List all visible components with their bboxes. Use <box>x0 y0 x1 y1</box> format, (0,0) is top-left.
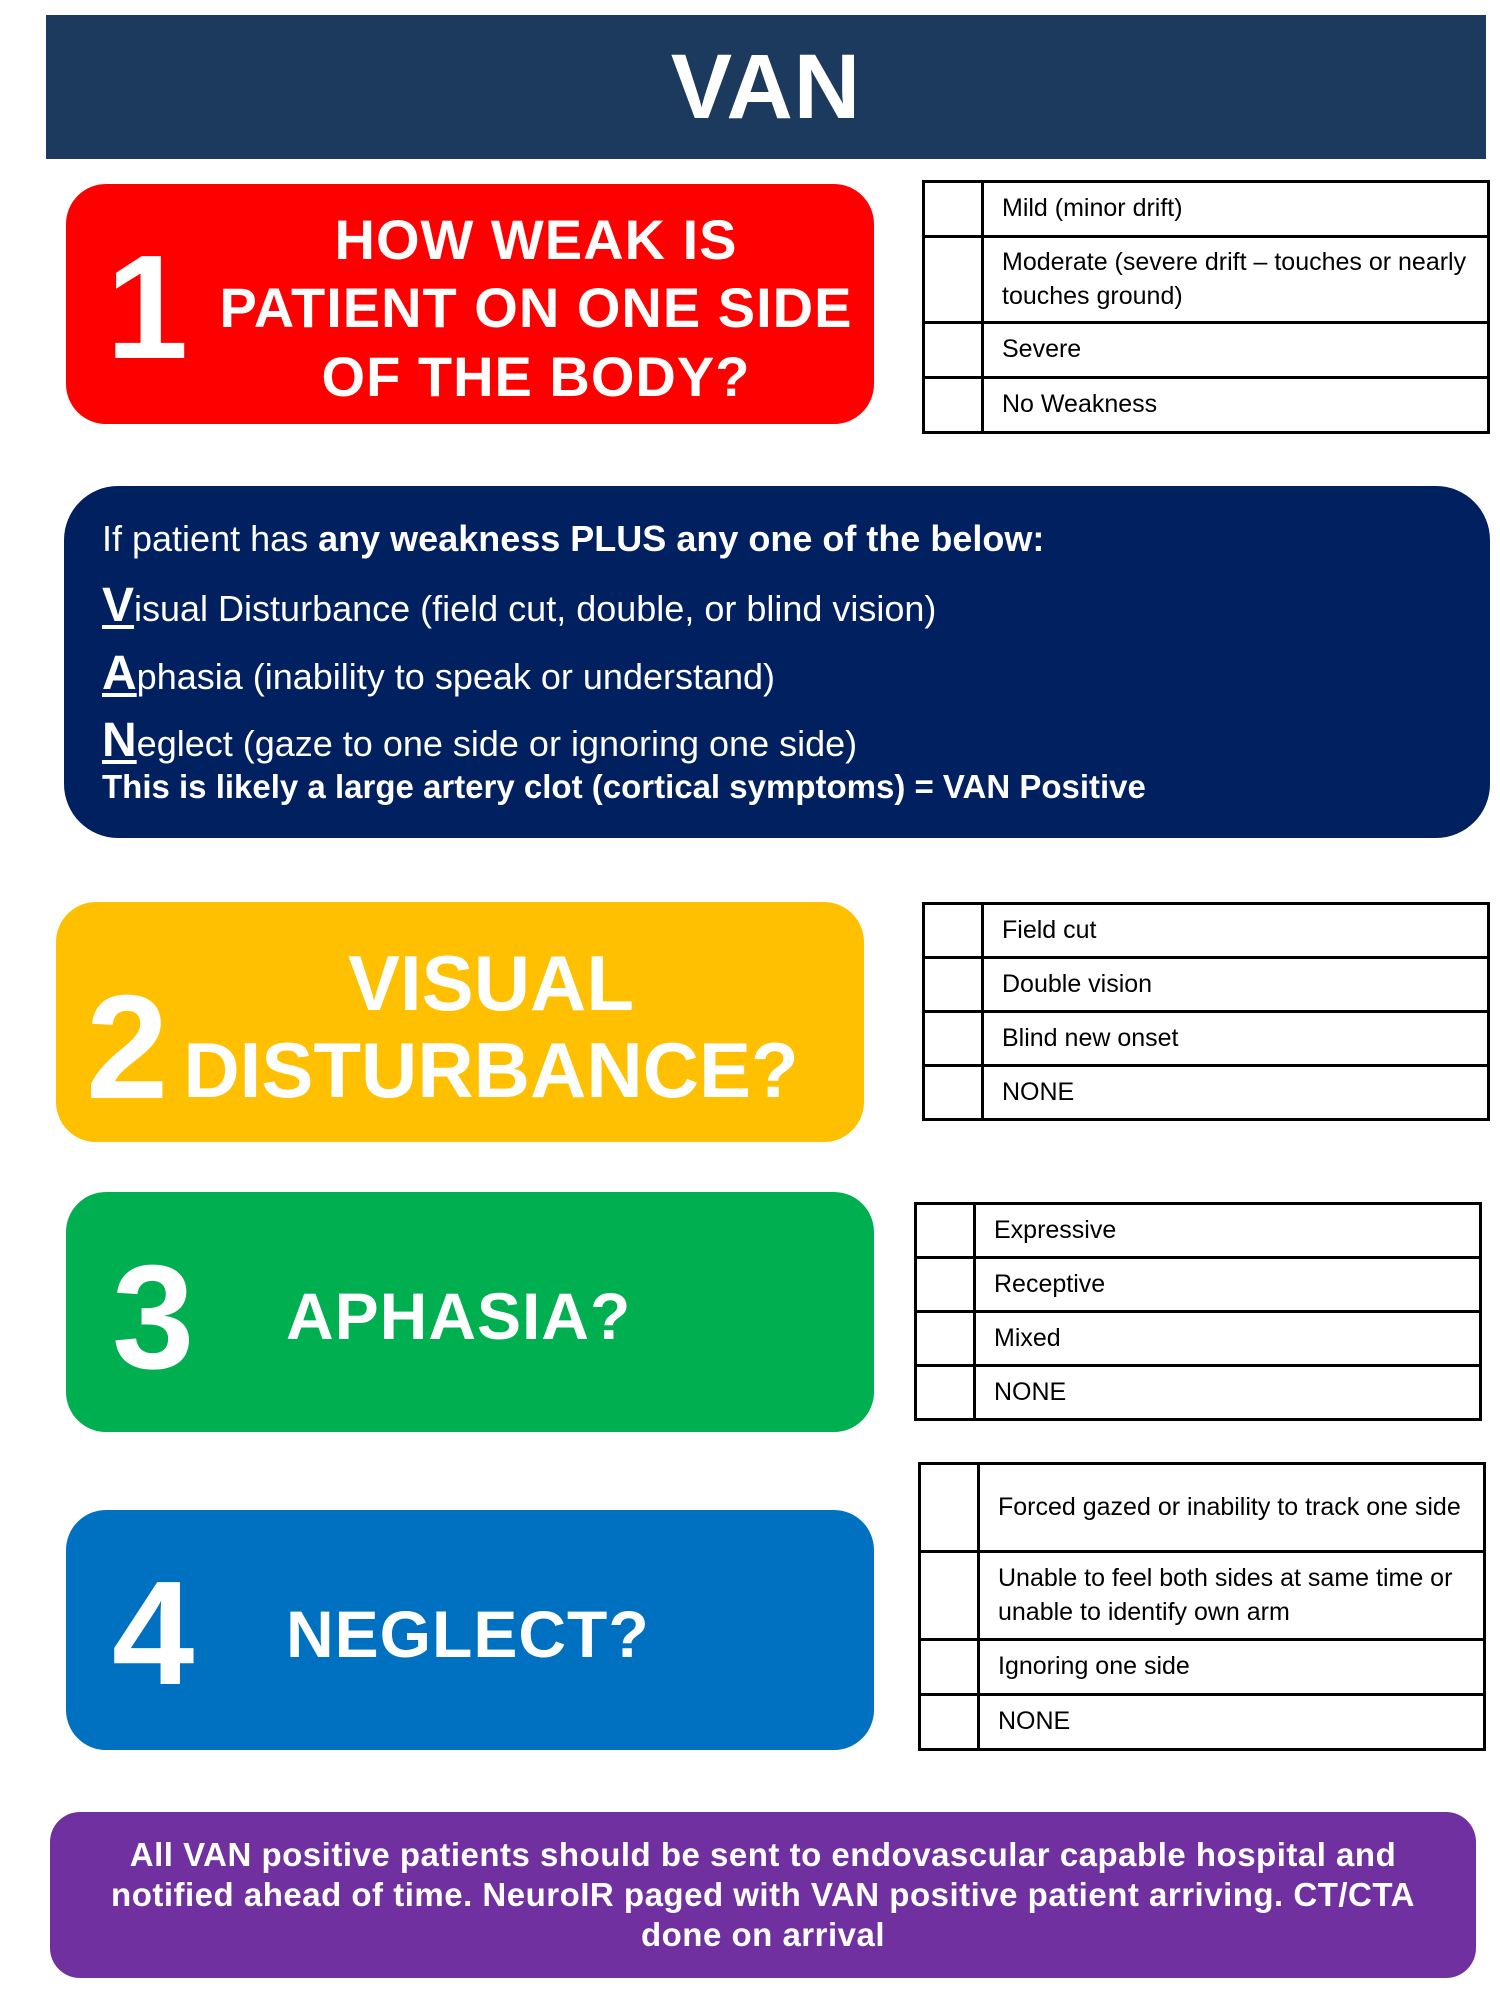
option-label: Receptive <box>994 1269 1106 1298</box>
criteria-aphasia-text: phasia (inability to speak or understand) <box>136 656 776 697</box>
option-row[interactable] <box>917 1367 1479 1418</box>
option-row[interactable] <box>925 183 1487 238</box>
aphasia-options-table <box>914 1202 1482 1421</box>
visual-question-box <box>56 902 864 1142</box>
aphasia-question-box <box>66 1192 874 1432</box>
option-label: Mixed <box>994 1323 1061 1352</box>
criteria-neglect-text: eglect (gaze to one side or ignoring one side) <box>136 723 858 764</box>
checkbox[interactable] <box>925 379 984 431</box>
weakness-options-table <box>922 180 1490 434</box>
neglect-options-table <box>918 1462 1486 1751</box>
option-row[interactable] <box>925 379 1487 431</box>
step-number: 3 <box>112 1235 195 1400</box>
option-row[interactable] <box>925 238 1487 324</box>
initial-n: N <box>102 714 137 767</box>
option-label: Expressive <box>994 1215 1117 1244</box>
checkbox[interactable] <box>921 1641 980 1693</box>
option-row[interactable] <box>917 1205 1479 1259</box>
option-row[interactable] <box>925 959 1487 1013</box>
checkbox[interactable] <box>925 324 984 376</box>
transport-instructions: All VAN positive patients should be sent to endovascular capable hospital and notified ahead of time. NeuroIR paged with VAN positive patient arriving. CT/CTA done on arrival <box>50 1812 1476 1978</box>
checkbox[interactable] <box>925 183 984 235</box>
option-row[interactable] <box>917 1313 1479 1367</box>
option-label: Blind new onset <box>1002 1023 1179 1052</box>
checkbox[interactable] <box>917 1367 976 1418</box>
checkbox[interactable] <box>925 1013 984 1064</box>
checkbox[interactable] <box>925 905 984 956</box>
weakness-question-box <box>66 184 874 424</box>
option-row[interactable] <box>921 1696 1483 1748</box>
option-label: Forced gazed or inability to track one side <box>998 1492 1461 1521</box>
initial-v: V <box>102 579 135 632</box>
checkbox[interactable] <box>921 1465 980 1550</box>
option-row[interactable] <box>925 324 1487 379</box>
checkbox[interactable] <box>925 1067 984 1118</box>
option-label: Ignoring one side <box>998 1652 1190 1681</box>
page-title: VAN <box>46 15 1486 159</box>
criteria-visual-text: isual Disturbance (field cut, double, or blind vision) <box>134 588 937 629</box>
checkbox[interactable] <box>925 238 984 321</box>
criteria-visual <box>102 578 936 633</box>
option-label: NONE <box>1002 1077 1075 1106</box>
option-label: No Weakness <box>1002 390 1158 419</box>
criteria-neglect <box>102 713 857 768</box>
checkbox[interactable] <box>921 1696 980 1748</box>
question-text: HOW WEAK IS PATIENT ON ONE SIDE OF THE BODY? <box>219 208 853 408</box>
option-label: Unable to feel both sides at same time or unable to identify own arm <box>998 1563 1453 1626</box>
option-row[interactable] <box>925 905 1487 959</box>
checkbox[interactable] <box>917 1313 976 1364</box>
option-label: Moderate (severe drift – touches or nearly touches ground) <box>1002 247 1467 310</box>
option-label: Double vision <box>1002 969 1153 998</box>
intro-plain: If patient has <box>102 518 319 559</box>
van-criteria-panel <box>64 486 1490 838</box>
option-row[interactable] <box>921 1641 1483 1696</box>
step-number: 2 <box>86 965 169 1130</box>
checkbox[interactable] <box>925 959 984 1010</box>
step-number: 1 <box>106 225 189 390</box>
question-text: NEGLECT? <box>286 1597 650 1671</box>
option-label: Mild (minor drift) <box>1002 194 1183 223</box>
option-row[interactable] <box>921 1553 1483 1641</box>
option-label: NONE <box>994 1377 1067 1406</box>
criteria-conclusion: This is likely a large artery clot (cortical symptoms) = VAN Positive <box>102 768 1146 805</box>
checkbox[interactable] <box>917 1259 976 1310</box>
option-label: Severe <box>1002 335 1082 364</box>
visual-options-table <box>922 902 1490 1121</box>
checkbox[interactable] <box>917 1205 976 1256</box>
intro-bold: any weakness PLUS any one of the below: <box>318 518 1045 559</box>
initial-a: A <box>102 647 137 700</box>
step-number: 4 <box>112 1551 195 1716</box>
criteria-intro <box>102 518 1044 560</box>
option-row[interactable] <box>917 1259 1479 1313</box>
option-row[interactable] <box>921 1465 1483 1553</box>
option-label: NONE <box>998 1707 1071 1736</box>
question-text: APHASIA? <box>286 1279 632 1353</box>
option-row[interactable] <box>925 1067 1487 1118</box>
question-text: VISUAL DISTURBANCE? <box>183 939 799 1115</box>
neglect-question-box <box>66 1510 874 1750</box>
option-label: Field cut <box>1002 915 1097 944</box>
criteria-aphasia <box>102 646 775 701</box>
option-row[interactable] <box>925 1013 1487 1067</box>
checkbox[interactable] <box>921 1553 980 1638</box>
